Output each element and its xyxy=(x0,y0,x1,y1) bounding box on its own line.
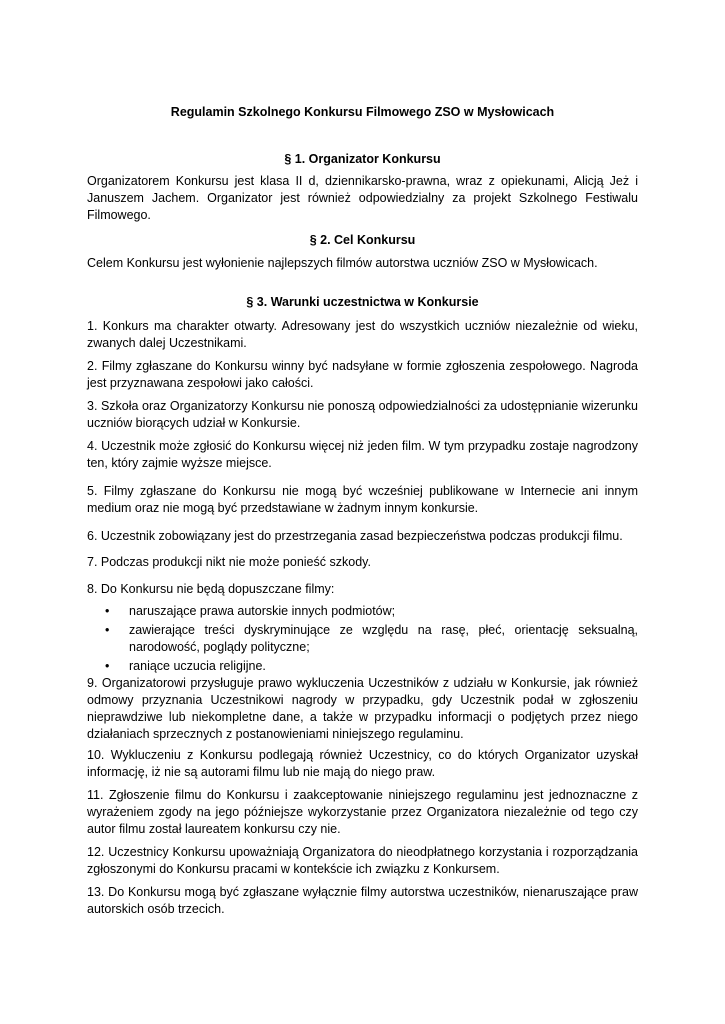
section-3-heading: § 3. Warunki uczestnictwa w Konkursie xyxy=(246,295,479,309)
point-1: 1. Konkurs ma charakter otwarty. Adresowany jest do wszystkich uczniów niezależnie od wieku, zwanych dalej Uczestnikami. xyxy=(87,319,638,350)
point-11: 11. Zgłoszenie filmu do Konkursu i zaakceptowanie niniejszego regulaminu jest jednoznaczne z wyrażeniem zgody na jego późniejsze wykorzystanie przez Organizatora niezależnie od tego czy autor filmu został laureatem konkursu czy nie. xyxy=(87,788,638,836)
section-3 xyxy=(87,294,638,310)
point-2: 2. Filmy zgłaszane do Konkursu winny być nadsyłane w formie zgłoszenia zespołowego. Nagroda jest przyznawana zespołowi jako całości. xyxy=(87,359,638,390)
point-6: 6. Uczestnik zobowiązany jest do przestrzegania zasad bezpieczeństwa podczas produkcji filmu. xyxy=(87,529,623,543)
document-title: Regulamin Szkolnego Konkursu Filmowego ZSO w Mysłowicach xyxy=(170,105,555,119)
section-2 xyxy=(87,232,638,272)
bullet-icon: • xyxy=(105,604,110,618)
point-10: 10. Wykluczeniu z Konkursu podlegają również Uczestnicy, co do których Organizator uzyskał informację, iż nie są autorami filmu lub nie mają do niego praw. xyxy=(87,748,638,779)
bullet-text: raniące uczucia religijne. xyxy=(129,659,266,673)
point-5: 5. Filmy zgłaszane do Konkursu nie mogą być wcześniej publikowane w Internecie ani innym medium oraz nie mogą być przedstawiane w żadnym innym konkursie. xyxy=(87,484,638,515)
section-1-heading: § 1. Organizator Konkursu xyxy=(284,152,441,166)
bullet-icon: • xyxy=(105,659,110,673)
document-page xyxy=(87,0,638,1024)
section-1-text: Organizatorem Konkursu jest klasa II d, dziennikarsko-prawna, wraz z opiekunami, Alicją Jeż i Januszem Jachem. Organizator jest również odpowiedzialny za projekt Szkolnego Festiwalu Filmowego. xyxy=(87,174,638,222)
point-8: 8. Do Konkursu nie będą dopuszczane filmy: xyxy=(87,582,335,596)
bullet-text: naruszające prawa autorskie innych podmiotów; xyxy=(129,604,396,618)
section-2-text: Celem Konkursu jest wyłonienie najlepszych filmów autorstwa uczniów ZSO w Mysłowicach. xyxy=(87,256,598,270)
point-7: 7. Podczas produkcji nikt nie może ponieść szkody. xyxy=(87,555,371,569)
bullet-text: zawierające treści dyskryminujące ze względu na rasę, płeć, orientację seksualną, narodowość, poglądy polityczne; xyxy=(129,623,638,654)
list-item xyxy=(87,622,638,656)
point-4: 4. Uczestnik może zgłosić do Konkursu więcej niż jeden film. W tym przypadku zostaje nagrodzony ten, który zajmie wyższe miejsce. xyxy=(87,439,638,470)
point-3: 3. Szkoła oraz Organizatorzy Konkursu nie ponoszą odpowiedzialności za udostępnianie wizerunku uczniów biorących udział w Konkursie. xyxy=(87,399,638,430)
point-12: 12. Uczestnicy Konkursu upoważniają Organizatora do nieodpłatnego korzystania i rozporządzania zgłoszonymi do Konkursu pracami w kontekście ich związku z Konkursem. xyxy=(87,845,638,876)
section-1 xyxy=(87,151,638,224)
excluded-films-list xyxy=(87,603,638,677)
point-13: 13. Do Konkursu mogą być zgłaszane wyłącznie filmy autorstwa uczestników, nienaruszające praw autorskich osób trzecich. xyxy=(87,885,638,916)
list-item xyxy=(87,603,638,620)
list-item xyxy=(87,658,638,675)
point-9: 9. Organizatorowi przysługuje prawo wykluczenia Uczestników z udziału w Konkursie, jak również odmowy przyznania Uczestnikowi nagrody w przypadku, gdy Uczestnik podał w zgłoszeniu nieprawdziwe lub niekompletne dane, a także w przypadku informacji o podjętych przez niego działaniach sprzecznych z postanowieniami niniejszego regulaminu. xyxy=(87,676,638,741)
section-2-heading: § 2. Cel Konkursu xyxy=(309,233,416,247)
bullet-icon: • xyxy=(105,623,110,637)
